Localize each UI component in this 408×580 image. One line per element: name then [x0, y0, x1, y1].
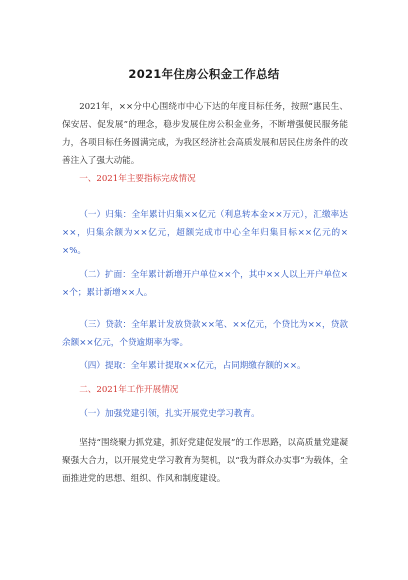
section-heading-1: 一、2021年主要指标完成情况 [79, 174, 196, 184]
item-collection: （一）归集：全年累计归集××亿元（利息转本金××万元），汇缴率达××，归集余额为××亿元，超额完成市中心全年归集目标××亿元的××%。 [62, 210, 348, 256]
document-title: 2021年住房公积金工作总结 [128, 67, 280, 81]
intro-paragraph: 2021年，××分中心围绕市中心下达的年度目标任务，按照“惠民生、保安居、促发展”的理念，稳步发展住房公积金业务，不断增强便民服务能力，各项目标任务圆满完成，为我区经济社会高质发展和居民住房条件的改善注入了强大动能。 [62, 102, 348, 166]
section-heading-2: 二、2021年工作开展情况 [79, 385, 179, 395]
item-party-building: （一）加强党建引领，扎实开展党史学习教育。 [79, 409, 260, 419]
item-loans: （三）贷款：全年累计发放贷款××笔、××亿元，个贷比为××，贷款余额××亿元，个贷逾期率为零。 [62, 320, 348, 348]
item-expansion: （二）扩面：全年累计新增开户单位××个，其中××人以上开户单位××个；累计新增××人。 [62, 270, 348, 298]
last-paragraph: 坚持“围绕聚力抓党建，抓好党建促发展”的工作思路，以高质量党建凝聚强大合力，以开展党史学习教育为契机，以“我为群众办实事”为载体，全面推进党的思想、组织、作风和制度建设。 [62, 438, 348, 484]
item-withdrawal: （四）提取：全年累计提取××亿元，占同期缴存额的××。 [79, 361, 306, 371]
